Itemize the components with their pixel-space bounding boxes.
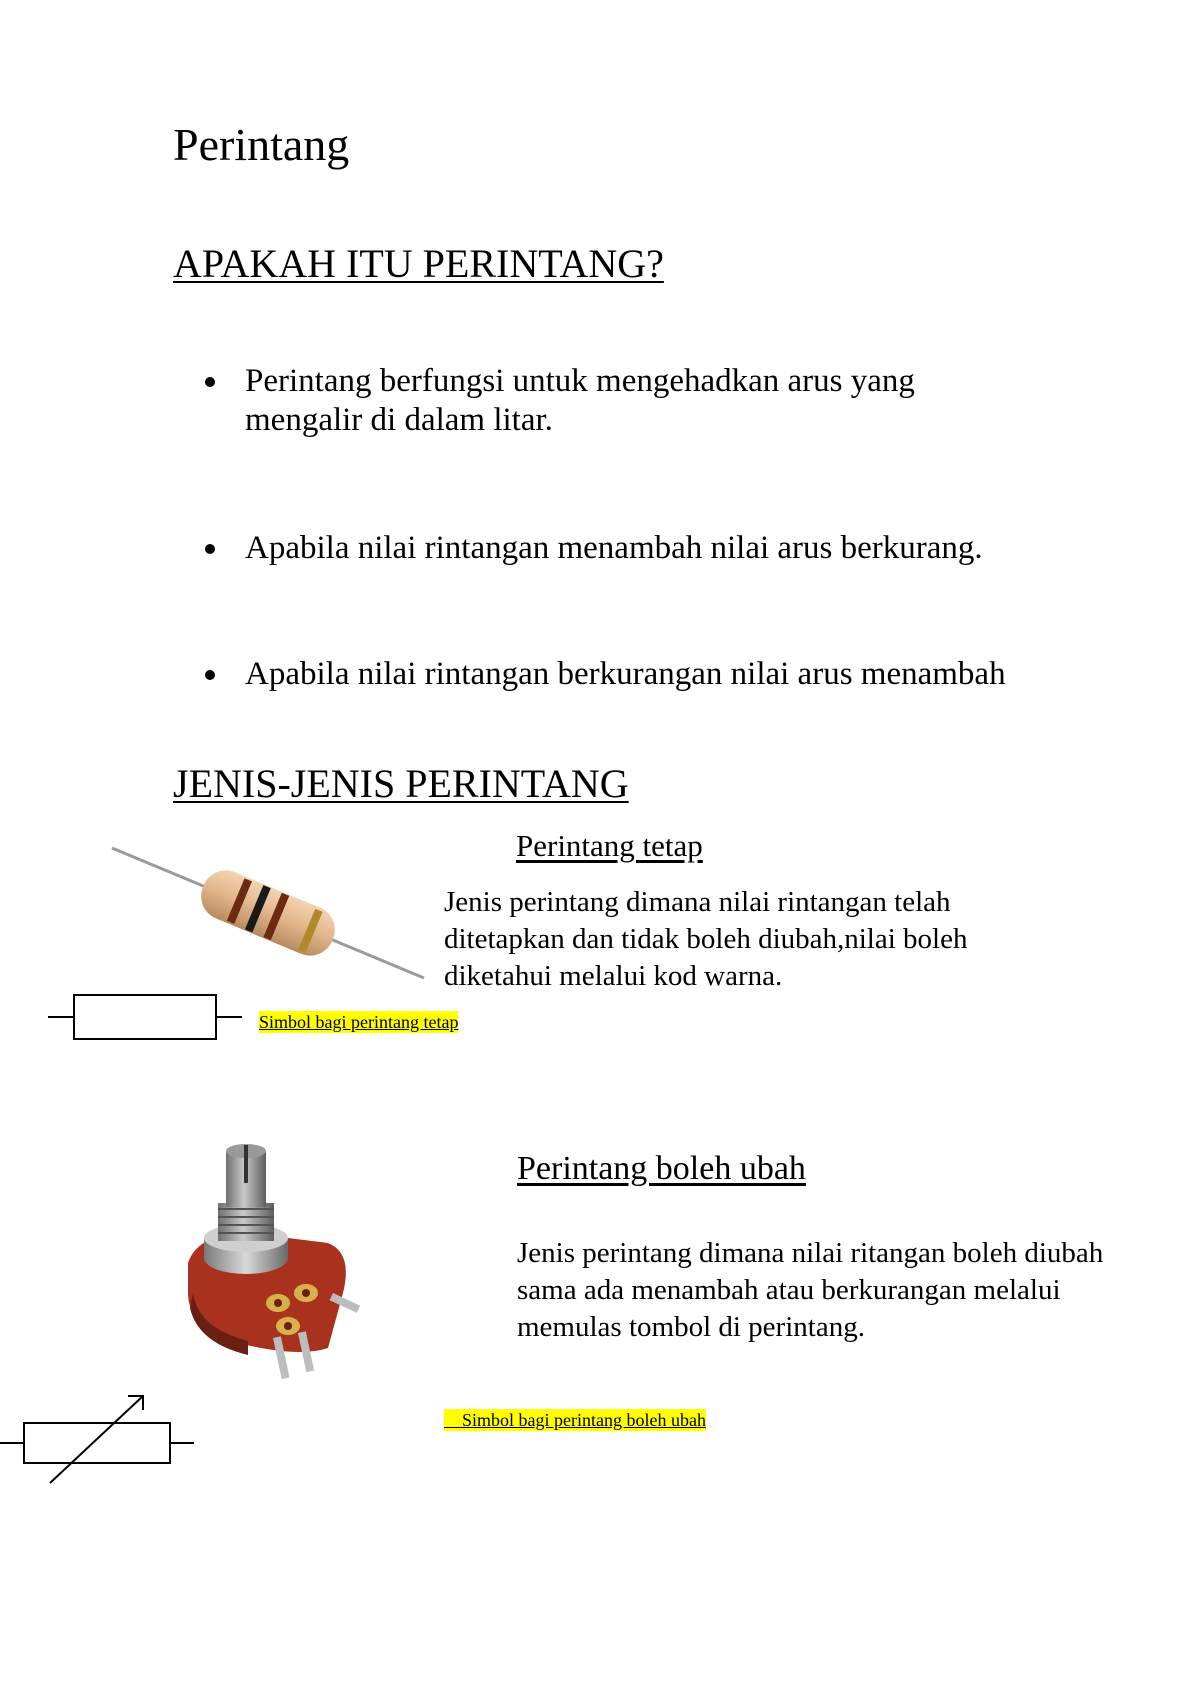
- section-heading-what-is: APAKAH ITU PERINTANG?: [173, 241, 664, 286]
- bullet-icon: [205, 670, 215, 680]
- variable-resistor-symbol-icon: [0, 1390, 200, 1490]
- bullet-text: Apabila nilai rintangan berkurangan nilai arus menambah: [245, 656, 1006, 692]
- page-title: Perintang: [173, 119, 350, 170]
- fixed-resistor-symbol-icon: [46, 992, 246, 1042]
- variable-resistor-title: Perintang boleh ubah: [517, 1150, 806, 1187]
- fixed-symbol-caption: Simbol bagi perintang tetap: [259, 1012, 459, 1032]
- potentiometer-icon: [178, 1143, 388, 1383]
- bullet-icon: [205, 377, 215, 387]
- bullet-icon: [205, 544, 215, 554]
- bullet-text: Perintang berfungsi untuk mengehadkan arus yang mengalir di dalam litar.: [245, 363, 915, 438]
- bullet-text: Apabila nilai rintangan menambah nilai arus berkurang.: [245, 530, 983, 566]
- fixed-resistor-title: Perintang tetap: [516, 828, 703, 863]
- variable-symbol-caption: Simbol bagi perintang boleh ubah: [444, 1410, 706, 1430]
- fixed-resistor-description: Jenis perintang dimana nilai rintangan telah ditetapkan dan tidak boleh diubah,nilai boleh diketahui melalui kod warna.: [444, 886, 968, 992]
- variable-resistor-description: Jenis perintang dimana nilai ritangan boleh diubah sama ada menambah atau berkurangan melalui memulas tombol di perintang.: [517, 1237, 1104, 1343]
- section-heading-types: JENIS-JENIS PERINTANG: [173, 761, 629, 806]
- resistor-icon: [108, 838, 428, 988]
